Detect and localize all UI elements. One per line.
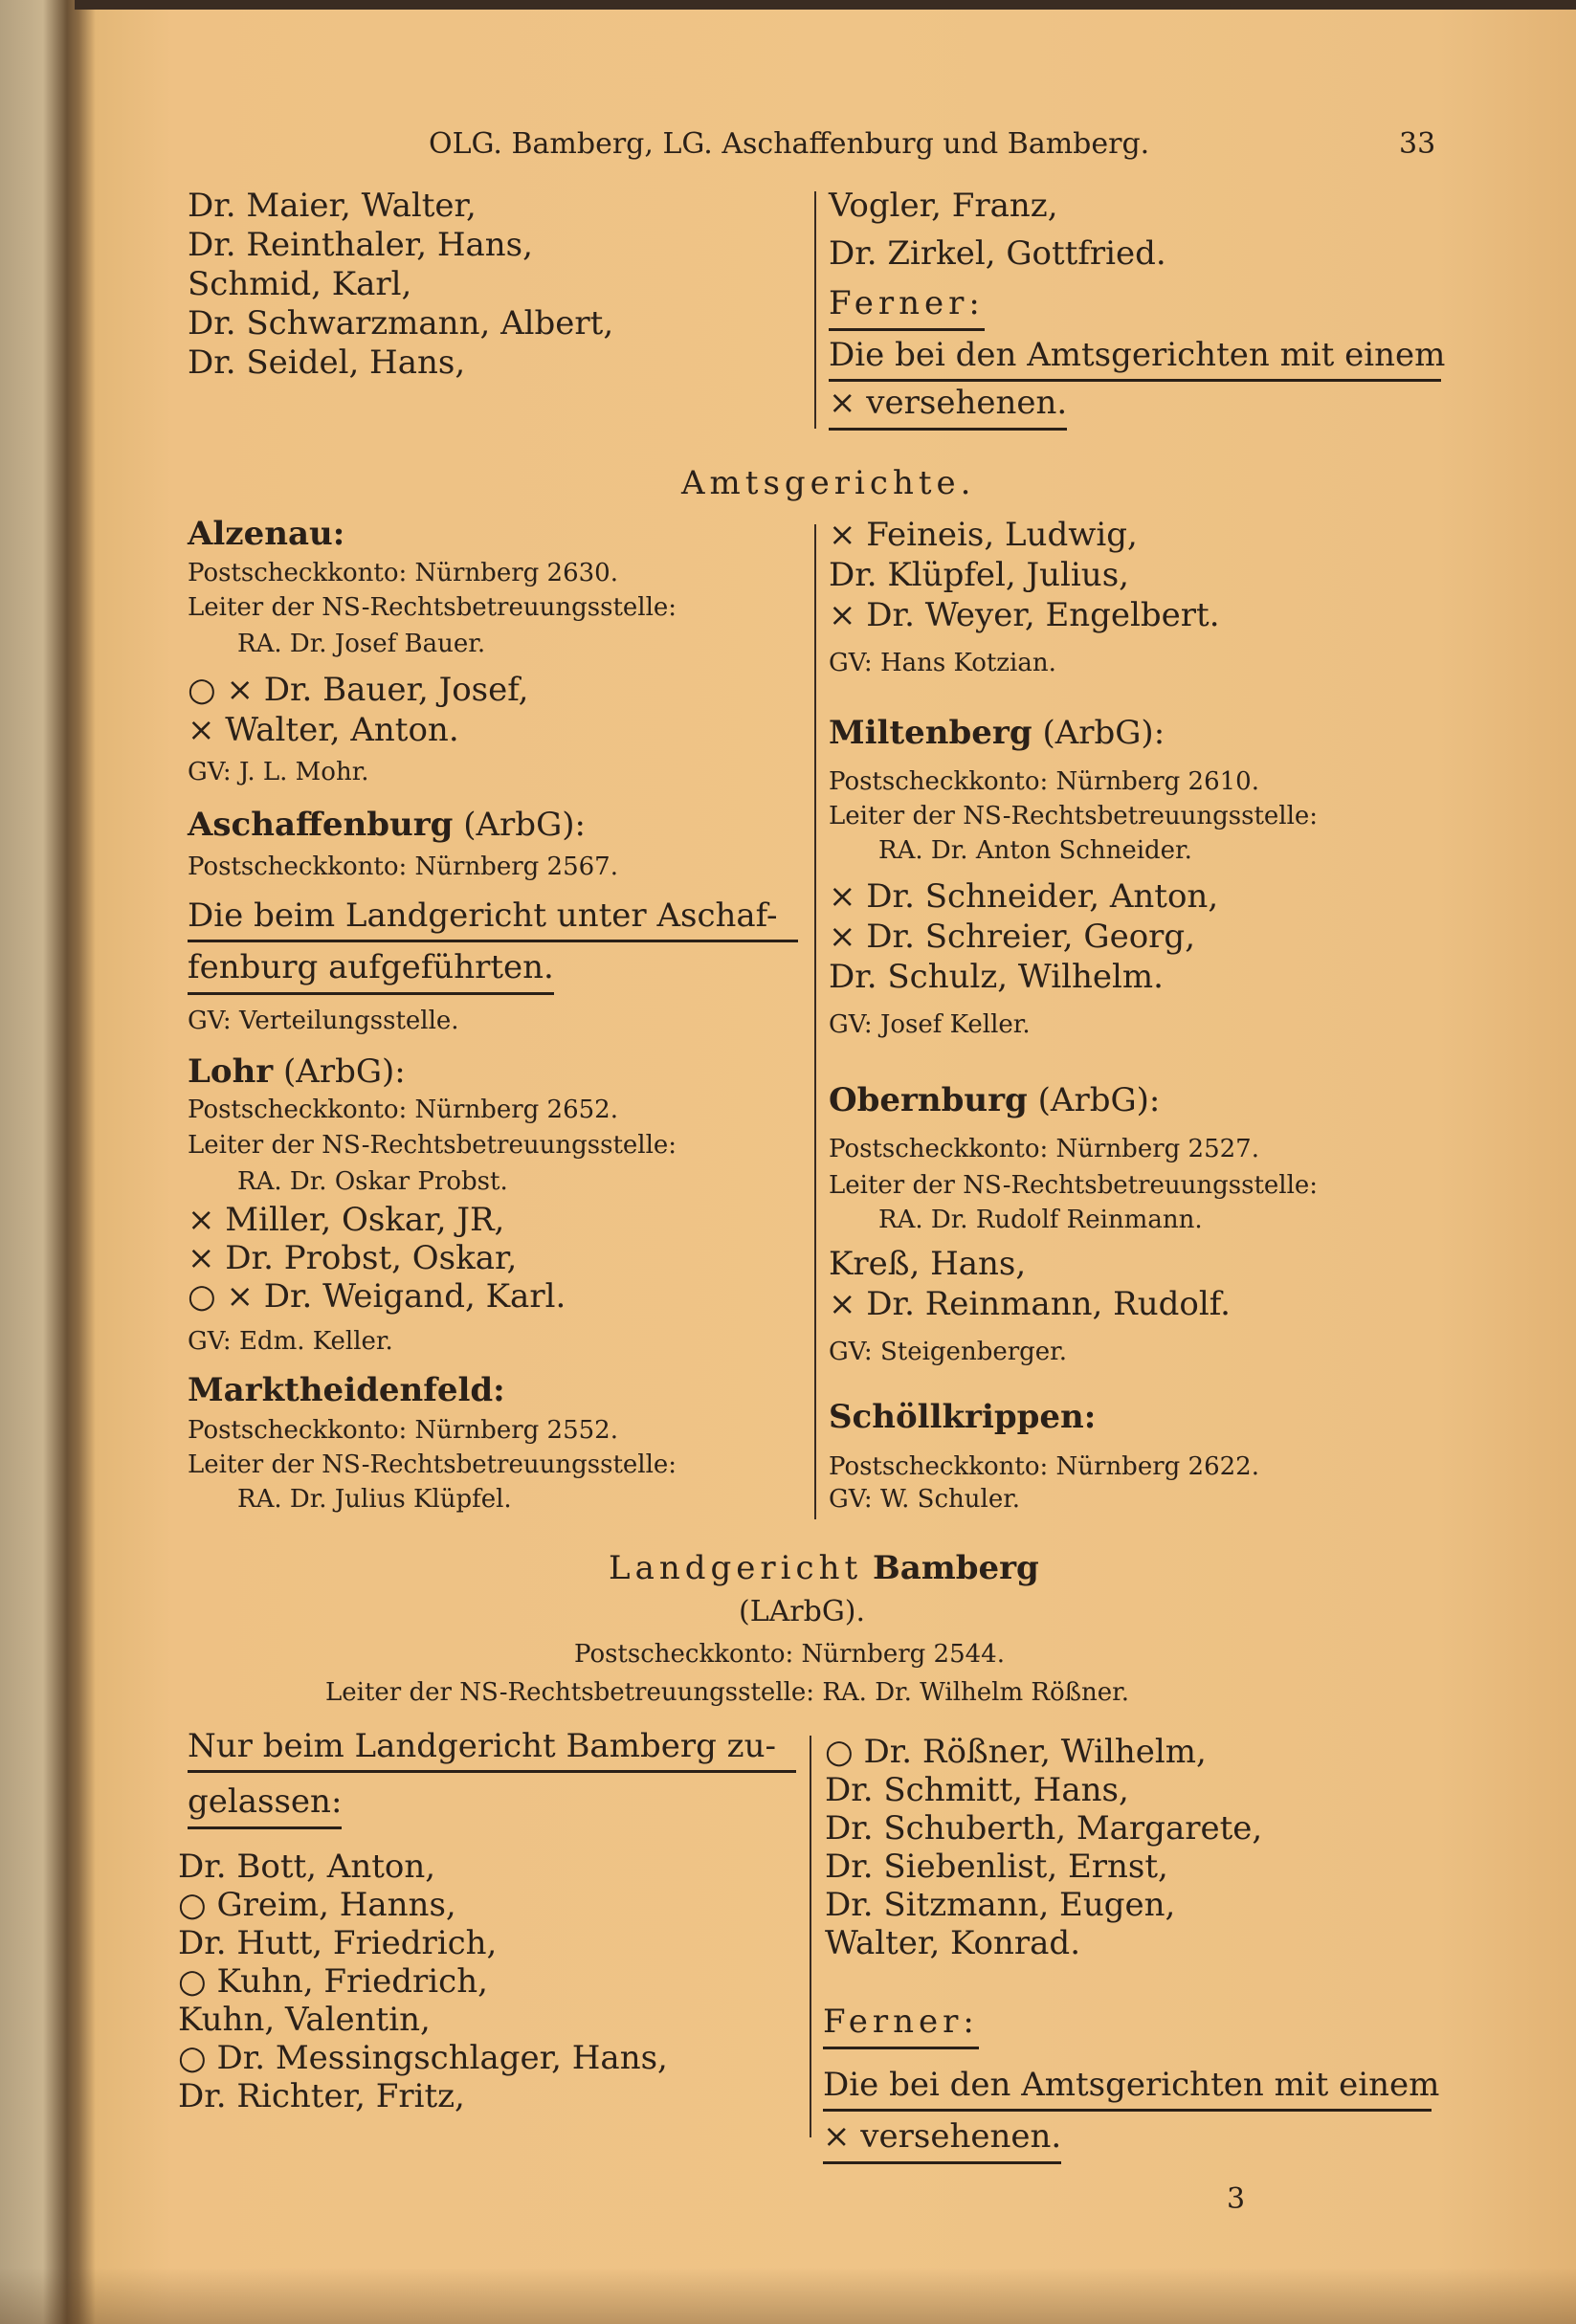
court-title-miltenberg: Miltenberg (ArbG): bbox=[829, 714, 1165, 752]
court-title-lohr: Lohr (ArbG): bbox=[188, 1052, 406, 1091]
note-line: fenburg aufgeführten. bbox=[188, 951, 554, 984]
list-item: Schmid, Karl, bbox=[188, 265, 412, 303]
list-item: Dr. Klüpfel, Julius, bbox=[829, 556, 1129, 594]
postscheck-konto: Postscheckkonto: Nürnberg 2622. bbox=[829, 1452, 1259, 1481]
list-item: × Dr. Reinmann, Rudolf. bbox=[829, 1285, 1231, 1323]
list-item: × Dr. Probst, Oskar, bbox=[188, 1239, 518, 1277]
top-edge bbox=[75, 0, 1576, 10]
postscheck-konto: Postscheckkonto: Nürnberg 2652. bbox=[188, 1096, 618, 1124]
note-underline bbox=[829, 379, 1441, 382]
note-line: Die bei den Amtsgerichten mit einem bbox=[823, 2066, 1440, 2104]
court-title-aschaffenburg: Aschaffenburg (ArbG): bbox=[188, 806, 586, 844]
section-heading: Amtsgerichte. bbox=[681, 464, 976, 502]
page-number: 33 bbox=[1399, 127, 1436, 161]
list-item: ○ × Dr. Bauer, Josef, bbox=[188, 671, 529, 709]
list-item: Kreß, Hans, bbox=[829, 1245, 1027, 1283]
postscheck-konto: Postscheckkonto: Nürnberg 2630. bbox=[188, 559, 618, 587]
bottom-shade bbox=[0, 2268, 1576, 2324]
leiter-label: Leiter der NS-Rechtsbetreuungsstelle: bbox=[188, 1131, 677, 1160]
note-line: Die bei den Amtsgerichten mit einem bbox=[829, 336, 1446, 374]
list-item: Dr. Seidel, Hans, bbox=[188, 343, 466, 382]
note-line: × versehenen. bbox=[823, 2120, 1061, 2153]
postscheck-konto: Postscheckkonto: Nürnberg 2544. bbox=[574, 1640, 1005, 1669]
gv-line: GV: Edm. Keller. bbox=[188, 1327, 393, 1356]
list-item: × Feineis, Ludwig, bbox=[829, 516, 1138, 554]
list-item: Dr. Schuberth, Margarete, bbox=[825, 1809, 1263, 1848]
list-item: Dr. Schulz, Wilhelm. bbox=[829, 958, 1164, 996]
ferner-label: Ferner: bbox=[829, 287, 985, 320]
court-title-schoellkrippen: Schöllkrippen: bbox=[829, 1398, 1097, 1436]
list-item: ○ × Dr. Weigand, Karl. bbox=[188, 1277, 566, 1316]
leiter-name: RA. Dr. Josef Bauer. bbox=[237, 630, 486, 658]
gv-line: GV: Hans Kotzian. bbox=[829, 649, 1056, 677]
gv-line: GV: W. Schuler. bbox=[829, 1485, 1021, 1514]
postscheck-konto: Postscheckkonto: Nürnberg 2552. bbox=[188, 1416, 618, 1445]
postscheck-konto: Postscheckkonto: Nürnberg 2527. bbox=[829, 1135, 1259, 1163]
gv-line: GV: Verteilungsstelle. bbox=[188, 1007, 459, 1035]
note-line: gelassen: bbox=[188, 1785, 342, 1818]
note-line: Die beim Landgericht unter Aschaf- bbox=[188, 896, 778, 935]
note-line: Nur beim Landgericht Bamberg zu- bbox=[188, 1727, 776, 1765]
ferner-label: Ferner: bbox=[823, 2005, 979, 2038]
list-item: Dr. Siebenlist, Ernst, bbox=[825, 1848, 1168, 1886]
column-divider bbox=[810, 1736, 811, 2137]
leiter-label: Leiter der NS-Rechtsbetreuungsstelle: bbox=[188, 1450, 677, 1479]
leiter-name: RA. Dr. Rudolf Reinmann. bbox=[878, 1206, 1203, 1234]
column-divider bbox=[814, 524, 816, 1519]
list-item: Dr. Maier, Walter, bbox=[188, 187, 477, 225]
list-item: ○ Dr. Messingschlager, Hans, bbox=[178, 2039, 668, 2077]
list-item: × Dr. Weyer, Engelbert. bbox=[829, 596, 1220, 634]
list-item: ○ Greim, Hanns, bbox=[178, 1886, 456, 1924]
list-item: Dr. Schmitt, Hans, bbox=[825, 1771, 1129, 1809]
leiter-name: RA. Dr. Anton Schneider. bbox=[878, 836, 1192, 865]
landgericht-heading: Landgericht Bamberg bbox=[609, 1549, 1039, 1587]
list-item: Dr. Zirkel, Gottfried. bbox=[829, 234, 1166, 273]
list-item: Dr. Richter, Fritz, bbox=[178, 2077, 465, 2115]
list-item: × Dr. Schneider, Anton, bbox=[829, 877, 1219, 916]
list-item: ○ Kuhn, Friedrich, bbox=[178, 1962, 488, 2001]
gv-line: GV: Josef Keller. bbox=[829, 1010, 1031, 1039]
list-item: × Dr. Schreier, Georg, bbox=[829, 918, 1195, 956]
list-item: × Walter, Anton. bbox=[188, 711, 459, 749]
court-title-obernburg: Obernburg (ArbG): bbox=[829, 1081, 1161, 1119]
leiter-label: Leiter der NS-Rechtsbetreuungsstelle: bbox=[829, 1171, 1319, 1200]
list-item: Walter, Konrad. bbox=[825, 1924, 1081, 1962]
list-item: ○ Dr. Rößner, Wilhelm, bbox=[825, 1733, 1207, 1771]
gv-line: GV: Steigenberger. bbox=[829, 1338, 1068, 1366]
court-title-alzenau: Alzenau: bbox=[188, 515, 345, 553]
postscheck-konto: Postscheckkonto: Nürnberg 2567. bbox=[188, 852, 618, 881]
leiter-label: Leiter der NS-Rechtsbetreuungsstelle: RA. Dr. Wilhelm Rößner. bbox=[325, 1678, 1129, 1707]
leiter-name: RA. Dr. Oskar Probst. bbox=[237, 1167, 508, 1196]
list-item: Kuhn, Valentin, bbox=[178, 2001, 431, 2039]
court-title-marktheidenfeld: Marktheidenfeld: bbox=[188, 1371, 505, 1409]
leiter-label: Leiter der NS-Rechtsbetreuungsstelle: bbox=[188, 593, 677, 622]
list-item: × Miller, Oskar, JR, bbox=[188, 1201, 505, 1239]
gv-line: GV: J. L. Mohr. bbox=[188, 758, 369, 786]
leiter-label: Leiter der NS-Rechtsbetreuungsstelle: bbox=[829, 802, 1319, 830]
list-item: Vogler, Franz, bbox=[829, 187, 1058, 225]
leiter-name: RA. Dr. Julius Klüpfel. bbox=[237, 1485, 512, 1514]
note-underline bbox=[188, 1770, 796, 1773]
list-item: Dr. Reinthaler, Hans, bbox=[188, 226, 533, 264]
list-item: Dr. Hutt, Friedrich, bbox=[178, 1924, 498, 1962]
list-item: Dr. Bott, Anton, bbox=[178, 1848, 436, 1886]
landgericht-sub: (LArbG). bbox=[739, 1595, 866, 1628]
note-line: × versehenen. bbox=[829, 387, 1067, 419]
list-item: Dr. Schwarzmann, Albert, bbox=[188, 304, 614, 343]
list-item: Dr. Sitzmann, Eugen, bbox=[825, 1886, 1176, 1924]
running-title: OLG. Bamberg, LG. Aschaffenburg und Bamberg. bbox=[429, 127, 1150, 161]
column-divider bbox=[814, 191, 816, 429]
postscheck-konto: Postscheckkonto: Nürnberg 2610. bbox=[829, 767, 1259, 796]
note-underline bbox=[823, 2109, 1432, 2112]
signature-mark: 3 bbox=[1227, 2182, 1246, 2216]
note-underline bbox=[188, 940, 798, 942]
